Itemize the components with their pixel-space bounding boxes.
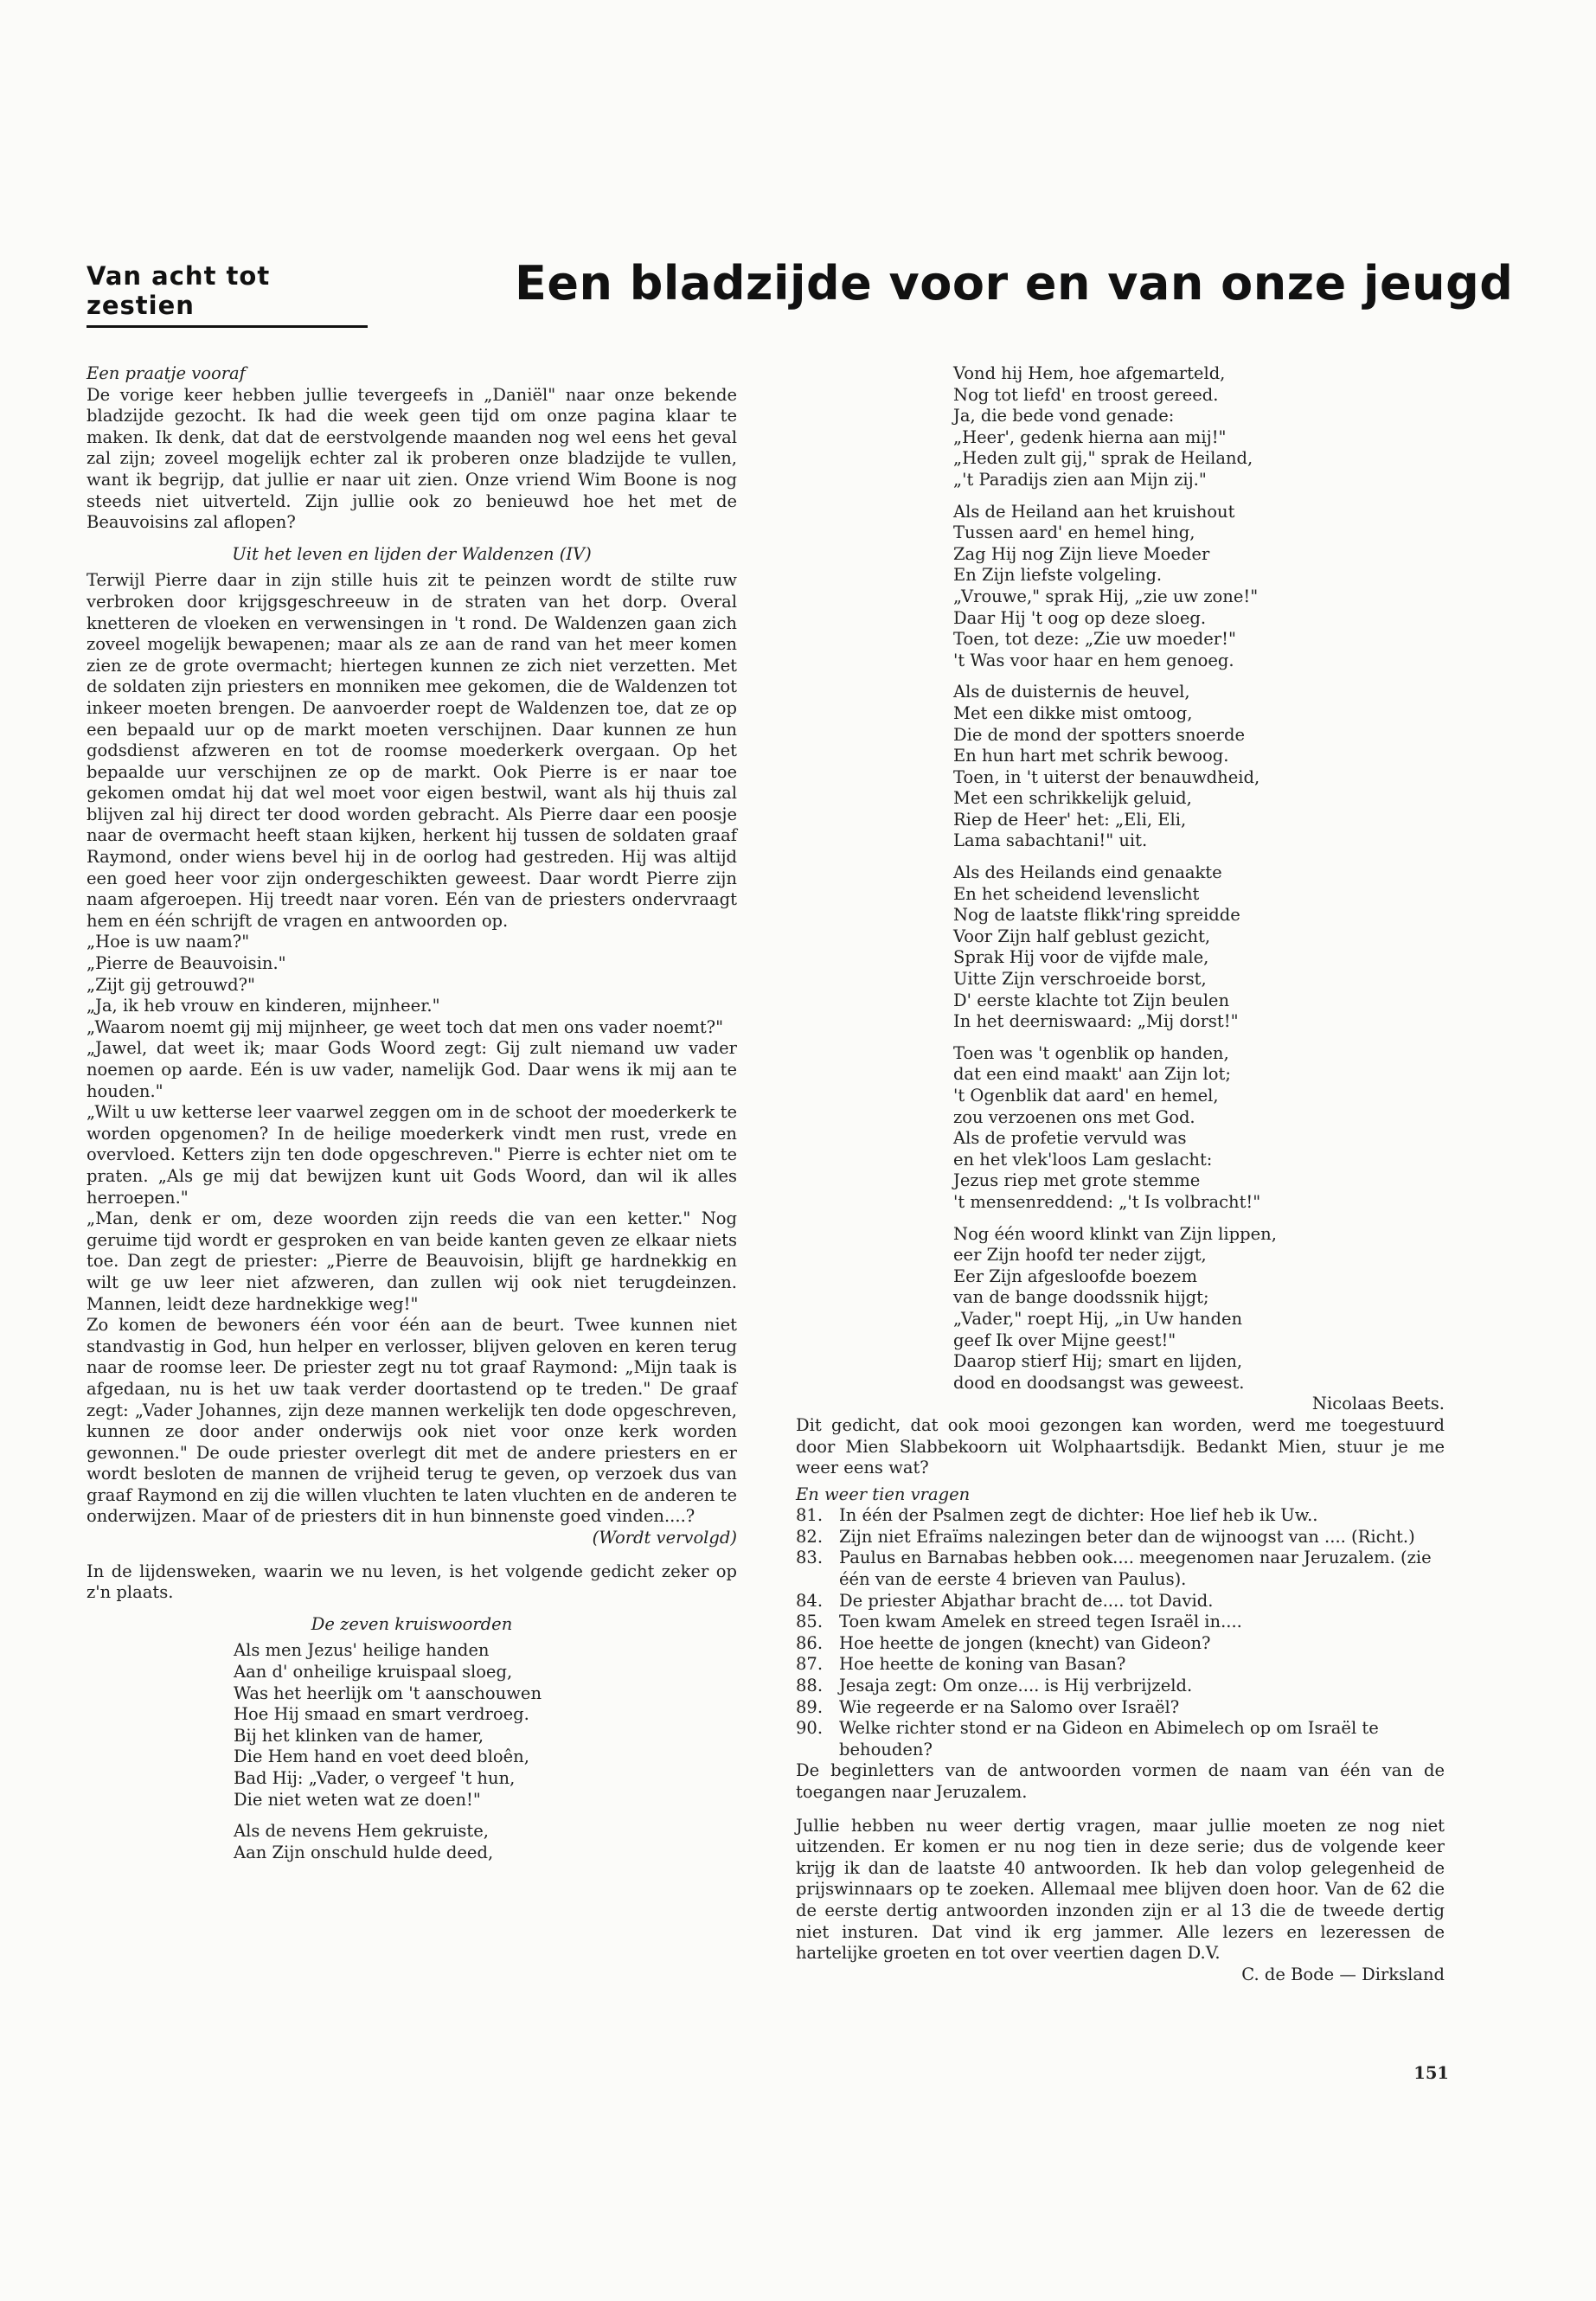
- poem-line: Riep de Heer' het: „Eli, Eli,: [953, 809, 1187, 830]
- story-paragraph: „Hoe is uw naam?": [87, 932, 250, 952]
- story-paragraph: „Zijt gij getrouwd?": [87, 974, 256, 995]
- poem-line: dat een eind maakt' aan Zijn lot;: [953, 1064, 1231, 1085]
- poem-line: Die niet weten wat ze doen!": [234, 1789, 481, 1810]
- poem-line: Lama sabachtani!" uit.: [953, 830, 1148, 851]
- poem-continued: [953, 363, 1445, 1394]
- poem-line: 't Was voor haar en hem genoeg.: [953, 650, 1234, 670]
- poem-line: En Zijn liefste volgeling.: [953, 565, 1163, 586]
- question-text: Hoe heette de koning van Basan?: [839, 1654, 1126, 1675]
- story-paragraph: Terwijl Pierre daar in zijn stille huis zit te peinzen wordt de stilte ruw verbroken door krijgsgeschreeuw in de straten van het dorp. Overal knetteren de vloeken en verwensingen in 't rond. De Waldenzen gaan zich zoveel mogelijk bewapenen; maar als ze aan de rand van het meer komen zien ze de grote overmacht; hiertegen kunnen ze zich niet verzetten. Met de soldaten zijn priesters en monniken mee gekomen, die de Waldenzen tot inkeer moeten brengen. De aanvoerder roept de Waldenzen toe, dat ze op een bepaald uur op de markt moeten verschijnen. Daar kunnen ze hun godsdienst afzweren en tot de roomse moederkerk overgaan. Op het bepaalde uur verschijnen ze op de markt. Ook Pierre is er naar toe gekomen omdat hij dat wel moet voor eigen bestwil, want als hij thuis zal blijven zal hij direct ter dood worden gebracht. Als Pierre daar een poosje naar de overmacht heeft staan kijken, herkent hij tussen de soldaten graaf Raymond, onder wiens bevel hij in de oorlog had gestreden. Hij was altijd een goed heer voor zijn ondergeschikten geweest. Daar wordt Pierre zijn naam afgeroepen. Hij treedt naar voren. Eén van de priesters ondervraagt hem en één schrijft de vragen en antwoorden op.: [87, 570, 737, 931]
- question-number: 82.: [796, 1526, 824, 1547]
- poem-line: Vond hij Hem, hoe afgemarteld,: [953, 363, 1226, 383]
- question-item: [796, 1633, 1445, 1655]
- question-text: Hoe heette de jongen (knecht) van Gideon?: [839, 1632, 1211, 1653]
- question-item: [796, 1548, 1445, 1590]
- poem-title: De zeven kruiswoorden: [311, 1613, 513, 1634]
- poem-line: Als de duisternis de heuvel,: [953, 682, 1190, 702]
- poem-line: Uitte Zijn verschroeide borst,: [953, 969, 1207, 990]
- question-number: 81.: [796, 1505, 824, 1526]
- poem-line: Als de profetie vervuld was: [953, 1128, 1187, 1149]
- poem-line: „'t Paradijs zien aan Mijn zij.": [953, 469, 1207, 490]
- poem-stanza: [953, 862, 1445, 1033]
- story-paragraph: „Jawel, dat weet ik; maar Gods Woord zegt: Gij zult niemand uw vader noemen op aarde. Eén is uw vader, namelijk God. Daar wens ik mij aan te houden.": [87, 1038, 737, 1101]
- poem-stanza: [234, 1640, 737, 1811]
- story-paragraph: Zo komen de bewoners één voor één aan de beurt. Twee kunnen niet standvastig in God, hun helper en verlosser, blijven geloven en keren terug naar de roomse leer. De priester zegt nu tot graaf Raymond: „Mijn taak is afgedaan, nu is het uw taak verder doortastend op te treden." De graaf zegt: „Vader Johannes, zijn deze mannen werkelijk ten dode opgeschreven, kunnen ze door ander onderwijs ook niet voor onze kerk worden gewonnen." De oude priester overlegt dit met de andere priesters en er wordt besloten de mannen de vrijheid terug te geven, op verzoek dus van graaf Raymond en zij die willen vluchten te laten vluchten en de anderen te onderwijzen. Maar of de priesters dit in hun binnenste goed vinden....?: [87, 1315, 737, 1527]
- poem-author: Nicolaas Beets.: [1311, 1394, 1445, 1414]
- poem-line: Ja, die bede vond genade:: [953, 406, 1175, 426]
- poem-stanza: [234, 1821, 737, 1863]
- poem-line: Als men Jezus' heilige handen: [234, 1640, 490, 1661]
- poem-line: „Heer', gedenk hierna aan mij!": [953, 426, 1227, 447]
- praatje-label: Een praatje vooraf: [87, 363, 246, 383]
- story-paragraph: „Ja, ik heb vrouw en kinderen, mijnheer.": [87, 996, 440, 1016]
- poem-line: Jezus riep met grote stemme: [953, 1170, 1201, 1191]
- poem-line: eer Zijn hoofd ter neder zijgt,: [953, 1245, 1207, 1266]
- poem-line: Als de nevens Hem gekruiste,: [234, 1821, 489, 1842]
- question-item: [796, 1676, 1445, 1697]
- question-text: Jesaja zegt: Om onze.... is Hij verbrijzeld.: [839, 1676, 1193, 1696]
- poem-line: dood en doodsangst was geweest.: [953, 1372, 1245, 1393]
- poem-line: Nog tot liefd' en troost gereed.: [953, 384, 1219, 405]
- after-poem-text: Dit gedicht, dat ook mooi gezongen kan worden, werd me toegestuurd door Mien Slabbekoorn uit Wolphaartsdijk. Bedankt Mien, stuur je me weer eens wat?: [796, 1414, 1445, 1478]
- question-number: 87.: [796, 1654, 824, 1675]
- story-body: [87, 570, 737, 1528]
- poem-line: Daar Hij 't oog op deze sloeg.: [953, 607, 1207, 628]
- poem-line: En het scheidend levenslicht: [953, 883, 1200, 904]
- question-item: [796, 1527, 1445, 1548]
- poem-line: Eer Zijn afgesloofde boezem: [953, 1266, 1197, 1286]
- poem-line: Bij het klinken van de hamer,: [234, 1725, 484, 1746]
- poem-line: Die Hem hand en voet deed bloên,: [234, 1747, 529, 1767]
- poem-line: Was het heerlijk om 't aanschouwen: [234, 1682, 542, 1703]
- poem-line: 't mensenreddend: „'t Is volbracht!": [953, 1191, 1261, 1212]
- question-item: [796, 1591, 1445, 1612]
- story-paragraph: „Wilt u uw ketterse leer vaarwel zeggen om in de schoot der moederkerk te worden opgenomen? In de heilige moederkerk vindt men rust, vrede en overvloed. Ketters zijn ten dode opgeschreven." Pierre is echter niet om te praten. „Als ge mij dat bewijzen kunt uit Gods Woord, dan wil ik alles herroepen.": [87, 1102, 737, 1208]
- poem-line: 't Ogenblik dat aard' en hemel,: [953, 1086, 1219, 1106]
- story-title: Uit het leven en lijden der Waldenzen (IV): [232, 543, 592, 564]
- poem-stanzas: [234, 1640, 737, 1863]
- story-paragraph: „Pierre de Beauvoisin.": [87, 953, 286, 974]
- question-number: 88.: [796, 1676, 824, 1696]
- poem-line: Aan d' onheilige kruispaal sloeg,: [234, 1662, 513, 1682]
- question-number: 85.: [796, 1612, 824, 1632]
- poem-line: Aan Zijn onschuld hulde deed,: [234, 1842, 494, 1862]
- question-text: Paulus en Barnabas hebben ook.... meegenomen naar Jeruzalem. (zie één van de eerste 4 brieven van Paulus).: [839, 1548, 1432, 1590]
- praatje-text: De vorige keer hebben jullie tevergeefs in „Daniël" naar onze bekende bladzijde gezocht. Ik had die week geen tijd om onze pagina klaar te maken. Ik denk, dat dat de eerstvolgende maanden nog wel eens het geval zal zijn; zoveel mogelijk echter zal ik proberen onze bladzijde te vullen, want ik begrijp, dat jullie er naar uit zien. Onze vriend Wim Boone is nog steeds niet uitverteld. Zijn jullie ook zo benieuwd hoe het met de Beauvoisins zal aflopen?: [87, 384, 737, 533]
- question-number: 83.: [796, 1548, 824, 1568]
- poem-line: Nog één woord klinkt van Zijn lippen,: [953, 1223, 1277, 1244]
- poem-line: Toen was 't ogenblik op handen,: [953, 1042, 1229, 1063]
- poem-line: Sprak Hij voor de vijfde male,: [953, 947, 1209, 968]
- section-kicker: Van acht tot zestien: [87, 261, 368, 328]
- question-text: Welke richter stond er na Gideon en Abimelech op om Israël te behouden?: [839, 1718, 1379, 1759]
- poem-stanza: [953, 1224, 1445, 1394]
- question-item: [796, 1654, 1445, 1676]
- question-text: Wie regeerde er na Salomo over Israël?: [839, 1696, 1180, 1717]
- poem-line: Als de Heiland aan het kruishout: [953, 501, 1235, 522]
- question-item: [796, 1718, 1445, 1760]
- story-paragraph: „Waarom noemt gij mij mijnheer, ge weet toch dat men ons vader noemt?": [87, 1016, 724, 1037]
- after-questions-text: De beginletters van de antwoorden vormen de naam van één van de toegangen naar Jeruzalem.: [796, 1760, 1445, 1802]
- poem-line: Tussen aard' en hemel hing,: [953, 522, 1195, 543]
- question-item: [796, 1612, 1445, 1633]
- question-text: Toen kwam Amelek en streed tegen Israël in....: [839, 1612, 1242, 1632]
- poem-line: „Vader," roept Hij, „in Uw handen: [953, 1308, 1243, 1329]
- questions-list: [796, 1505, 1445, 1760]
- left-column: [87, 363, 737, 1874]
- poem-line: Met een schrikkelijk geluid,: [953, 788, 1192, 809]
- poem-line: Die de mond der spotters snoerde: [953, 724, 1246, 745]
- question-text: Zijn niet Efraïms nalezingen beter dan de wijnoogst van .... (Richt.): [839, 1526, 1415, 1547]
- poem-stanza: [953, 502, 1445, 672]
- poem-line: Als des Heilands eind genaakte: [953, 862, 1222, 883]
- page-title: Een bladzijde voor en van onze jeugd: [515, 256, 1514, 311]
- poem-line: D' eerste klachte tot Zijn beulen: [953, 990, 1230, 1010]
- question-text: De priester Abjathar bracht de.... tot David.: [839, 1590, 1214, 1611]
- poem-intro: In de lijdensweken, waarin we nu leven, is het volgende gedicht zeker op z'n plaats.: [87, 1561, 737, 1603]
- question-item: [796, 1697, 1445, 1719]
- question-item: [796, 1505, 1445, 1527]
- question-number: 89.: [796, 1696, 824, 1717]
- poem-line: Daarop stierf Hij; smart en lijden,: [953, 1351, 1243, 1372]
- right-column: [796, 363, 1445, 1985]
- poem-line: Toen, in 't uiterst der benauwdheid,: [953, 766, 1260, 787]
- poem-line: Met een dikke mist omtoog,: [953, 702, 1193, 723]
- to-be-continued: (Wordt vervolgd): [592, 1528, 737, 1548]
- poem-line: Hoe Hij smaad en smart verdroeg.: [234, 1704, 529, 1725]
- poem-line: geef Ik over Mijne geest!": [953, 1330, 1176, 1350]
- poem-line: van de bange doodssnik hijgt;: [953, 1287, 1209, 1308]
- poem-line: Nog de laatste flikk'ring spreidde: [953, 905, 1240, 926]
- poem-line: Zag Hij nog Zijn lieve Moeder: [953, 543, 1210, 564]
- questions-label: En weer tien vragen: [796, 1484, 971, 1504]
- poem-line: „Heden zult gij," sprak de Heiland,: [953, 448, 1253, 469]
- closing-text: Jullie hebben nu weer dertig vragen, maar jullie moeten ze nog niet uitzenden. Er komen er nu nog tien in deze serie; dus de volgende keer krijg ik dan de laatste 40 antwoorden. Ik heb dan volop gelegenheid de prijswinnaars op te zoeken. Allemaal mee blijven doen hoor. Van de 62 die de eerste dertig antwoorden inzonden zijn er al 13 die de tweede dertig niet insturen. Dat vind ik erg jammer. Alle lezers en lezeressen de hartelijke groeten en tot over veertien dagen D.V.: [796, 1815, 1445, 1964]
- question-text: In één der Psalmen zegt de dichter: Hoe lief heb ik Uw..: [839, 1505, 1318, 1526]
- question-number: 86.: [796, 1632, 824, 1653]
- question-number: 90.: [796, 1718, 824, 1739]
- signature: C. de Bode — Dirksland: [1241, 1964, 1445, 1984]
- poem-line: En hun hart met schrik bewoog.: [953, 746, 1229, 766]
- poem-line: zou verzoenen ons met God.: [953, 1106, 1195, 1127]
- poem-stanza: [953, 363, 1445, 491]
- poem-line: Bad Hij: „Vader, o vergeef 't hun,: [234, 1768, 516, 1788]
- page-number: 151: [1413, 2063, 1449, 2083]
- poem-line: Toen, tot deze: „Zie uw moeder!": [953, 629, 1236, 650]
- poem-line: en het vlek'loos Lam geslacht:: [953, 1149, 1213, 1170]
- poem-stanza: [953, 682, 1445, 852]
- story-paragraph: „Man, denk er om, deze woorden zijn reeds die van een ketter." Nog geruime tijd wordt er gesproken en van beide kanten geven ze elkaar niets toe. Dan zegt de priester: „Pierre de Beauvoisin, blijft ge hardnekkig en wilt ge uw leer niet afzweren, dan zullen wij ook niet terugdeinzen. Mannen, leidt deze hardnekkige weg!": [87, 1208, 737, 1314]
- poem-line: In het deerniswaard: „Mij dorst!": [953, 1011, 1239, 1032]
- poem-stanza: [953, 1043, 1445, 1214]
- poem-line: Voor Zijn half geblust gezicht,: [953, 926, 1211, 946]
- poem-line: „Vrouwe," sprak Hij, „zie uw zone!": [953, 586, 1259, 606]
- question-number: 84.: [796, 1590, 824, 1611]
